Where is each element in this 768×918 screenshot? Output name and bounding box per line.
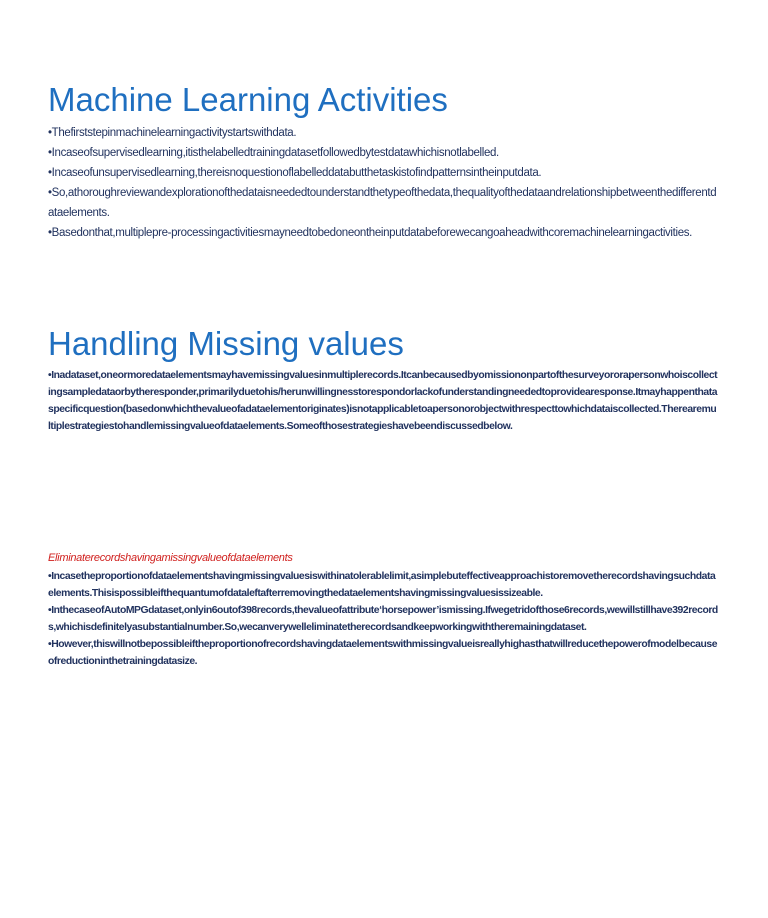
bullet-item: •Incaseofsupervisedlearning,itisthelabelledtrainingdatasetfollowedbytestdatawhichisnotlabelled.: [48, 147, 499, 159]
section-title-ml-activities: Machine Learning Activities: [48, 81, 448, 118]
bullet-item: •However,thiswillnotbepossibleiftheproportionofrecordshavingdataelementswithmissingvalueisreallyhighasthatwillreducethepowerofmodelbecauseofreductioninthetrainingdatasize.: [48, 639, 718, 667]
bullet-item: •Basedonthat,multiplepre-processingactivitiesmayneedtobedoneontheinputdatabeforewecangoaheadwithcoremachinelearningactivities.: [48, 227, 692, 239]
subsection-title-eliminate-records: Eliminaterecordshavingamissingvalueofdataelements: [48, 552, 293, 564]
bullet-item: •Thefirststepinmachinelearningactivitystartswithdata.: [48, 127, 297, 139]
bullet-item: •So,athoroughreviewandexplorationofthedataisneededtounderstandthetypeofthedata,thequalityofthedataandrelationshipbetweenthedifferentdataelements.: [48, 187, 717, 219]
section-title-missing-values: Handling Missing values: [48, 325, 404, 362]
eliminate-records-bullets: [48, 568, 718, 670]
ml-activities-bullets: [48, 123, 718, 243]
paragraph-text: •Inadataset,oneormoredataelementsmayhavemissingvaluesinmultiplerecords.Itcanbecausedbyomissiononpartofthesurveyororapersonwhoiscollectingsampledataorbytheresponder,primarilyduetohis/herunwillingnesstorespondorlackofunderstandingneededtoprovidearesponse.Itmayhappenthataspecificquestion(basedonwhichthevalueofadataelementoriginates)isnotapplicabletoapersonorobjectwithrespecttowhichdataiscollected.Therearemultiplestrategiestohandlemissingvalueofdataelements.Someofthosestrategieshavebeendiscussedbelow.: [48, 370, 718, 432]
missing-values-paragraph: [48, 367, 718, 435]
bullet-item: •Incasetheproportionofdataelementshavingmissingvaluesiswithinatolerablelimit,asimplebuteffectiveapproachistoremovetherecordshavingsuchdataelements.Thisispossibleifthequantumofdataleftafterremovingthedataelementshavingmissingvaluesissizeable.: [48, 571, 716, 599]
bullet-item: •Incaseofunsupervisedlearning,thereisnoquestionoflabelleddatabutthetaskistofindpatternsintheinputdata.: [48, 167, 542, 179]
bullet-item: •InthecaseofAutoMPGdataset,onlyin6outof398records,thevalueofattribute‘horsepower’ismissing.Ifwegetridofthose6records,wewillstillhave392records,whichisdefinitelyasubstantialnumber.So,wecanverywelleliminatetherecordsandkeepworkingwiththeremainingdataset.: [48, 605, 718, 633]
